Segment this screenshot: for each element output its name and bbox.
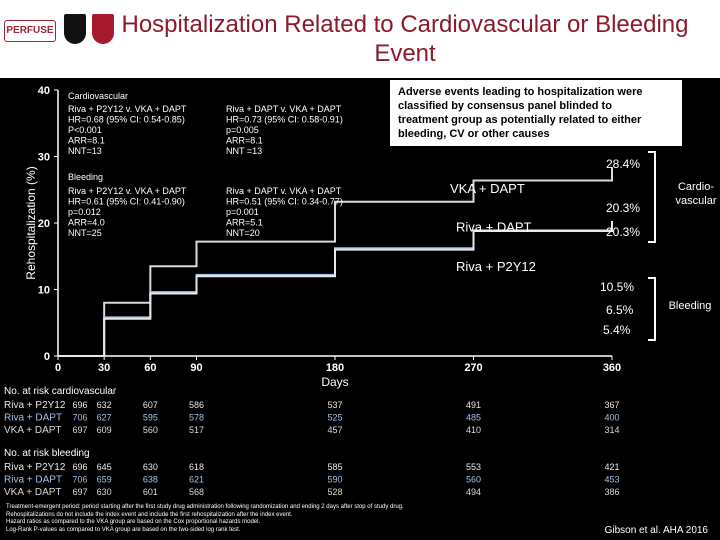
at-risk-bleed-value: 697 <box>72 487 88 497</box>
end-value-bleed-vka: 10.5% <box>600 280 635 294</box>
x-tick-label: 30 <box>98 362 111 374</box>
series-label-vka-dapt: VKA + DAPT <box>450 181 525 197</box>
end-value-bleed-riva-p2y12: 5.4% <box>603 323 631 337</box>
at-risk-bleed-row-label: VKA + DAPT <box>4 487 62 498</box>
at-risk-bleed-value: 568 <box>188 487 205 497</box>
stats-cardio-dapt-line: HR=0.73 (95% CI: 0.58-0.91) <box>226 114 343 125</box>
bracket-cardio <box>648 152 655 242</box>
x-tick-label: 360 <box>602 362 622 374</box>
chart-panel <box>0 78 720 540</box>
end-value-cardio-riva-dapt: 20.3% <box>606 201 641 215</box>
at-risk-bleed-value: 560 <box>465 474 482 485</box>
at-risk-bleed-value: 645 <box>96 462 112 472</box>
stats-bleed-p2y12-line: NNT=25 <box>68 228 102 238</box>
stats-bleed-p2y12-line: HR=0.61 (95% CI: 0.41-0.90) <box>68 196 185 207</box>
group-label-cardio-2: vascular <box>675 195 717 207</box>
stats-cardio-dapt-line: ARR=8.1 <box>226 135 263 146</box>
at-risk-cardio-value: 697 <box>72 425 88 435</box>
stats-bleed-p2y12-line: p=0.012 <box>68 207 101 217</box>
at-risk-cardio-value: 517 <box>188 425 205 435</box>
group-label-bleeding: Bleeding <box>668 300 712 312</box>
at-risk-bleed-value: 638 <box>142 474 158 485</box>
stats-cardio-p2y12-line: P<0.001 <box>68 125 102 135</box>
footnote-3: Hazard ratios as compared to the VKA group are based on the Cox proportional hazards model. <box>6 519 261 525</box>
stats-cardio-p2y12-line: ARR=8.1 <box>68 135 105 146</box>
stats-bleed-dapt-line: p=0.001 <box>226 207 259 217</box>
at-risk-cardio-value: 578 <box>188 412 205 423</box>
at-risk-bleed-value: 621 <box>188 474 205 485</box>
at-risk-cardio-value: 457 <box>327 425 343 435</box>
at-risk-bleed-value: 453 <box>604 474 620 485</box>
bracket-bleed <box>648 278 655 340</box>
at-risk-cardio-value: 586 <box>188 400 205 410</box>
stats-bleed-p2y12-line: ARR=4.0 <box>68 217 105 228</box>
at-risk-bleed-value: 585 <box>327 462 343 472</box>
stats-bleed-dapt-line: HR=0.51 (95% CI: 0.34-0.77) <box>226 196 343 207</box>
at-risk-cardio-value: 632 <box>96 400 112 410</box>
at-risk-cardio-value: 696 <box>72 400 88 410</box>
at-risk-cardio-heading: No. at risk cardiovascular <box>4 386 117 397</box>
at-risk-cardio-value: 609 <box>96 425 112 435</box>
y-tick-label: 0 <box>43 351 50 363</box>
stats-bleed-p2y12-line: Riva + P2Y12 v. VKA + DAPT <box>68 186 187 196</box>
at-risk-bleed-value: 590 <box>327 474 343 485</box>
university-shield-icon <box>64 14 86 44</box>
y-tick-label: 10 <box>37 284 50 297</box>
citation: Gibson et al. AHA 2016 <box>604 525 708 536</box>
at-risk-cardio-row-label: VKA + DAPT <box>4 425 62 436</box>
series-label-riva-dapt: Riva + DAPT <box>456 219 532 235</box>
callout-text: treatment group as potentially related to either <box>398 114 642 126</box>
x-tick-label: 0 <box>54 362 62 374</box>
x-tick-label: 180 <box>325 362 345 374</box>
y-axis-label: Rehospitalization (%) <box>24 166 38 280</box>
end-value-bleed-riva-dapt: 6.5% <box>606 303 634 317</box>
x-tick-label: 90 <box>190 362 203 374</box>
stats-cardio-p2y12-line: HR=0.68 (95% CI: 0.54-0.85) <box>68 114 185 125</box>
stats-cardio-p2y12-line: Riva + P2Y12 v. VKA + DAPT <box>68 104 187 114</box>
stats-cardio-dapt-line: NNT =13 <box>226 146 263 156</box>
at-risk-cardio-value: 607 <box>142 400 158 410</box>
stats-cardio-heading: Cardiovascular <box>68 91 129 101</box>
at-risk-bleed-value: 421 <box>604 462 620 472</box>
stats-bleed-dapt-line: Riva + DAPT v. VKA + DAPT <box>226 186 342 196</box>
stats-cardio-dapt-line: p=0.005 <box>226 125 259 135</box>
at-risk-bleed-heading: No. at risk bleeding <box>4 448 90 459</box>
series-label-riva-p2y12: Riva + P2Y12 <box>456 258 536 274</box>
at-risk-bleed-value: 696 <box>72 462 88 472</box>
at-risk-cardio-value: 485 <box>465 412 482 423</box>
at-risk-cardio-value: 537 <box>327 400 343 410</box>
x-axis-label: Days <box>321 375 349 389</box>
at-risk-cardio-value: 706 <box>72 412 88 423</box>
y-tick-label: 40 <box>37 85 50 97</box>
at-risk-cardio-value: 410 <box>465 425 482 435</box>
stats-cardio-p2y12-line: NNT=13 <box>68 146 102 156</box>
at-risk-cardio-value: 491 <box>465 400 482 410</box>
callout-text: Adverse events leading to hospitalization were <box>398 86 643 98</box>
x-tick-label: 60 <box>144 362 157 374</box>
slide-title: Hospitalization Related to Cardiovascular or Bleeding Event <box>121 11 689 67</box>
at-risk-bleed-value: 618 <box>188 462 205 472</box>
at-risk-bleed-value: 706 <box>72 474 88 485</box>
slide-header <box>0 0 720 78</box>
at-risk-bleed-value: 553 <box>465 462 482 472</box>
x-tick-label: 270 <box>464 362 483 374</box>
at-risk-bleed-value: 630 <box>142 462 158 472</box>
at-risk-bleed-row-label: Riva + P2Y12 <box>4 462 66 473</box>
at-risk-bleed-value: 659 <box>96 474 112 485</box>
stats-bleed-dapt-line: ARR=5.1 <box>226 217 263 228</box>
callout-text: classified by consensus panel blinded to <box>398 100 612 112</box>
group-label-cardio-1: Cardio- <box>677 181 715 193</box>
footnote-2: Rehospitalizations do not include the index event and include the first rehospitalization after the index event. <box>6 511 293 518</box>
stats-bleed-dapt-line: NNT=20 <box>226 228 260 238</box>
perfuse-logo: PERFUSE <box>4 20 56 42</box>
at-risk-cardio-value: 627 <box>96 412 112 423</box>
at-risk-cardio-value: 525 <box>327 412 343 423</box>
y-tick-label: 20 <box>37 218 50 230</box>
footnote-1: Treatment-emergent period: period starting after the first study drug administration following randomization and ending 2 days after stop of study drug. <box>6 504 404 510</box>
stats-bleed-heading: Bleeding <box>68 172 104 182</box>
at-risk-cardio-value: 595 <box>142 412 158 423</box>
footnote-4: Log-Rank P-values as compared to VKA group are based on the two-sided log rank test. <box>6 526 241 533</box>
end-value-cardio-riva-p2y12: 20.3% <box>606 225 641 239</box>
callout-text: bleeding, CV or other causes <box>398 128 550 140</box>
at-risk-bleed-value: 601 <box>142 487 158 497</box>
at-risk-bleed-value: 630 <box>96 487 112 497</box>
at-risk-cardio-value: 560 <box>142 425 158 435</box>
at-risk-cardio-value: 314 <box>604 425 620 435</box>
end-value-cardio-vka: 28.4% <box>606 157 641 171</box>
km-chart <box>0 78 720 540</box>
at-risk-bleed-row-label: Riva + DAPT <box>4 474 63 486</box>
y-tick-label: 30 <box>37 151 50 164</box>
at-risk-cardio-row-label: Riva + P2Y12 <box>4 400 66 411</box>
at-risk-cardio-value: 400 <box>604 412 620 423</box>
stats-cardio-dapt-line: Riva + DAPT v. VKA + DAPT <box>226 104 342 114</box>
at-risk-bleed-value: 528 <box>327 487 343 497</box>
at-risk-cardio-value: 367 <box>604 400 620 410</box>
at-risk-cardio-row-label: Riva + DAPT <box>4 412 63 424</box>
at-risk-bleed-value: 386 <box>604 487 620 497</box>
at-risk-bleed-value: 494 <box>465 487 482 497</box>
